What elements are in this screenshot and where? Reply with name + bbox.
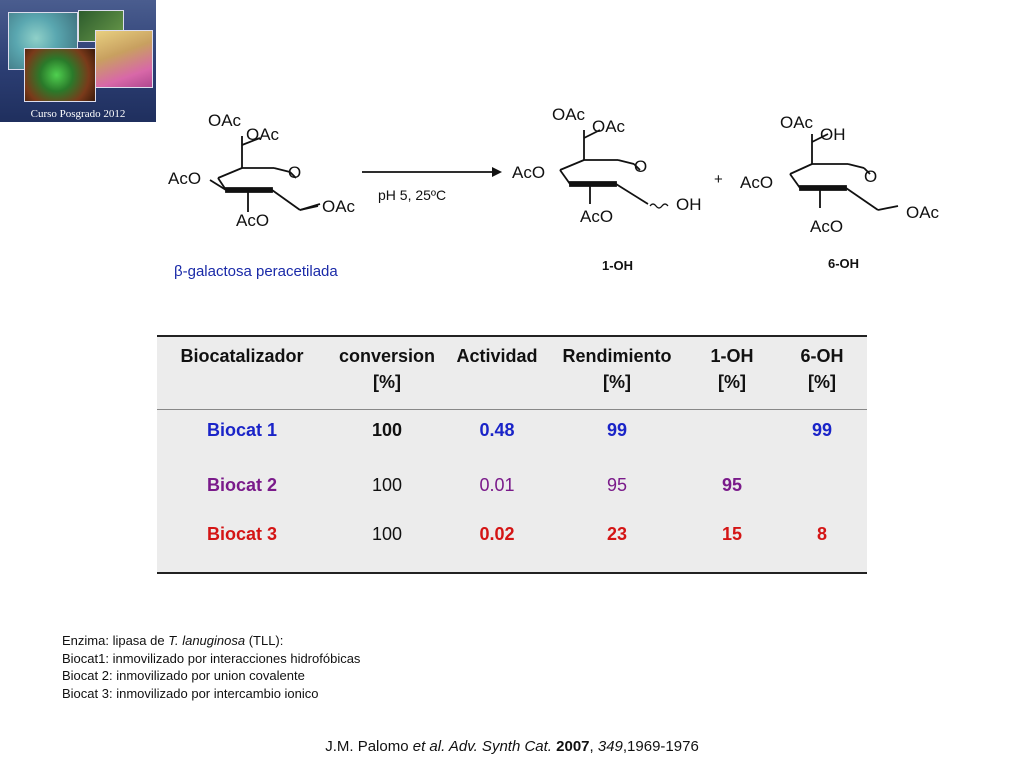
p2-oac-anomeric: OAc: [906, 203, 940, 222]
row2-1oh: 95: [721, 475, 743, 495]
reaction-conditions: pH 5, 25ºC: [378, 187, 447, 203]
note-biocat3: Biocat 3: inmovilizado por intercambio ionico: [62, 685, 319, 701]
reaction-scheme: [150, 100, 970, 290]
header-6oh: 6-OH [%]: [800, 346, 844, 392]
results-table: [157, 335, 867, 574]
p1-ring-oxygen: O: [634, 157, 648, 176]
table-row: [157, 497, 867, 572]
row3-rendimiento: 23: [606, 524, 628, 544]
row1-6oh: 99: [811, 420, 833, 440]
notes-block: [62, 632, 360, 702]
note-enzyme: Enzima: lipasa de T. lanuginosa (TLL):: [62, 633, 284, 648]
p2-oac-top: OAc: [780, 113, 814, 132]
header-rendimiento: Rendimiento [%]: [562, 346, 672, 392]
row2-name: Biocat 2: [206, 475, 278, 495]
table-row: [157, 410, 867, 442]
logo-caption: Curso Posgrado 2012: [30, 108, 126, 120]
p1-aco-bottom: AcO: [580, 207, 614, 226]
p1-oh-anomeric: OH: [676, 195, 702, 214]
row2-conversion: 100: [371, 475, 403, 495]
row2-6oh: [777, 473, 867, 497]
row2-actividad: 0.01: [479, 475, 515, 495]
row3-name: Biocat 3: [206, 524, 278, 544]
sm-aco-bottom: AcO: [236, 211, 270, 230]
p1-oac-top: OAc: [552, 105, 586, 124]
citation: J.M. Palomo et al. Adv. Synth Cat. 2007, 349,1969-1976: [325, 738, 699, 755]
p2-aco-bottom: AcO: [810, 217, 844, 236]
row3-conversion: 100: [371, 524, 403, 544]
p2-ring-oxygen: O: [864, 167, 878, 186]
sm-oac-top: OAc: [208, 111, 242, 130]
logo-tile-molecule: [24, 48, 96, 102]
p2-label: 6-OH: [828, 256, 860, 271]
p2-oh-upper: OH: [820, 125, 846, 144]
sm-oac-anomeric: OAc: [322, 197, 356, 216]
row1-name: Biocat 1: [206, 420, 278, 440]
sm-ring-oxygen: O: [288, 163, 302, 182]
note-biocat1: Biocat1: inmovilizado por interacciones hidrofóbicas: [62, 650, 361, 666]
header-biocatalizador: Biocatalizador: [180, 346, 304, 366]
row3-1oh: 15: [721, 524, 743, 544]
table-row: [157, 442, 867, 497]
p2-aco-left: AcO: [740, 173, 774, 192]
row2-rendimiento: 95: [606, 475, 628, 495]
header-conversion: conversion [%]: [338, 346, 436, 392]
course-logo: [0, 0, 156, 122]
table-header-row: [157, 337, 867, 410]
row1-1oh: [687, 418, 777, 442]
note-biocat2: Biocat 2: inmovilizado por union covalente: [62, 668, 305, 683]
row3-actividad: 0.02: [479, 524, 515, 544]
row1-conversion: 100: [371, 420, 403, 440]
plus-sign: +: [714, 171, 723, 188]
sm-caption: β-galactosa peracetilada: [174, 263, 338, 280]
reaction-scheme-svg: [150, 100, 970, 290]
sm-aco-left: AcO: [168, 169, 202, 188]
p1-aco-left: AcO: [512, 163, 546, 182]
p1-label: 1-OH: [602, 258, 634, 273]
logo-tile-flasks: [95, 30, 153, 88]
sm-oac-upper: OAc: [246, 125, 280, 144]
row3-6oh: 8: [816, 524, 827, 544]
header-1oh: 1-OH [%]: [710, 346, 754, 392]
header-actividad: Actividad: [456, 346, 538, 366]
row1-actividad: 0.48: [479, 420, 515, 440]
p1-oac-upper: OAc: [592, 117, 626, 136]
row1-rendimiento: 99: [606, 420, 628, 440]
